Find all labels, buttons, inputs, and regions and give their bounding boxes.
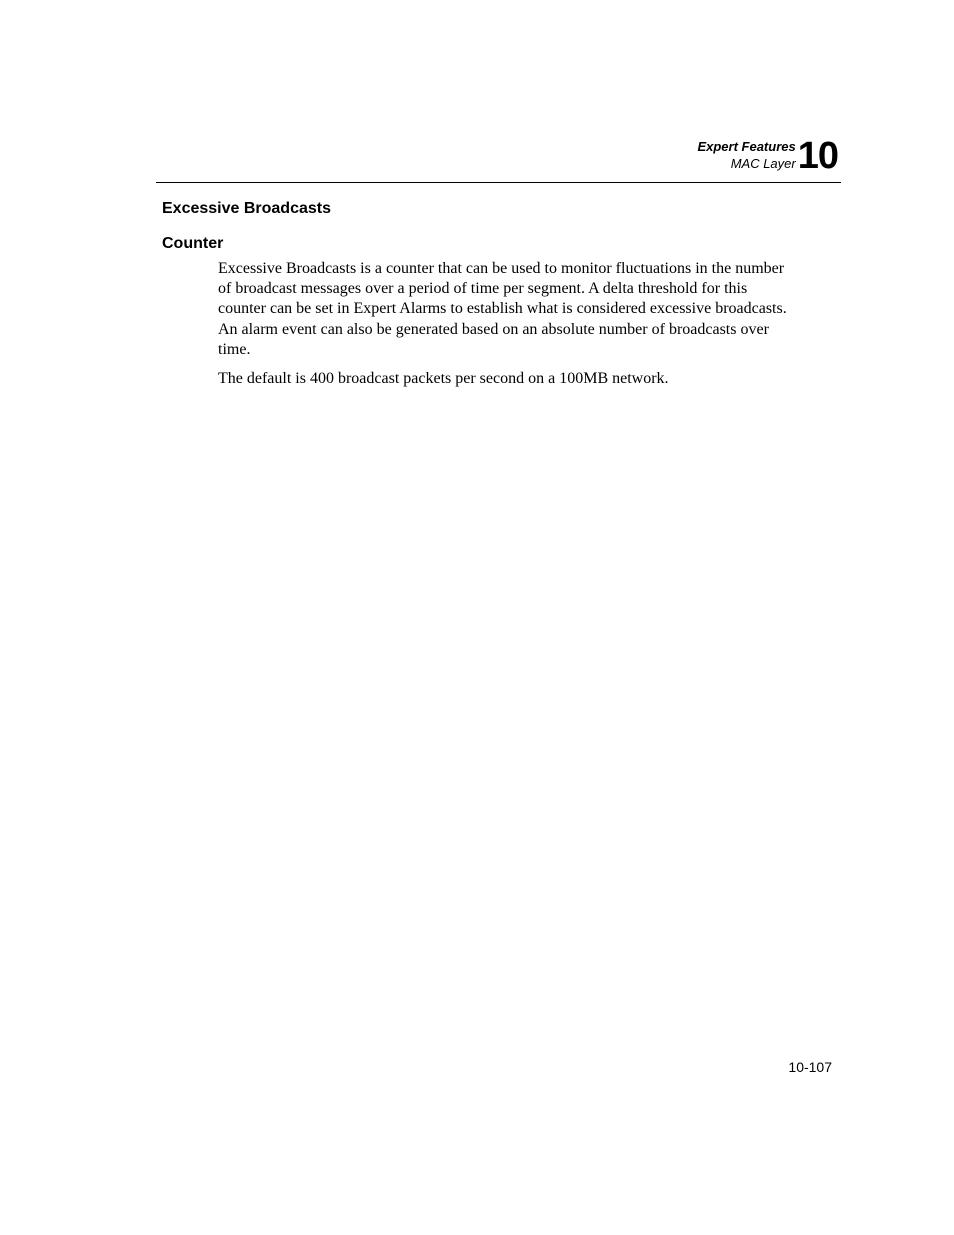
body-text [218, 259, 798, 398]
running-header [697, 135, 838, 177]
body-paragraph: The default is 400 broadcast packets per second on a 100MB network. [218, 370, 669, 388]
header-divider [156, 182, 841, 183]
header-section-title: MAC Layer [730, 156, 796, 171]
section-heading: Excessive Broadcasts [162, 200, 331, 217]
subsection-heading: Counter [162, 235, 224, 252]
body-paragraph: Excessive Broadcasts is a counter that can be used to monitor fluctuations in the number of broadcast messages over a period of time per segment. A delta threshold for this counter can be set in Expert Alarms to establish what is considered excessive broadcasts. An alarm event can also be generated based on an absolute number of broadcasts over time. [218, 260, 787, 358]
header-chapter-title: Expert Features [697, 139, 796, 154]
header-text [697, 138, 795, 173]
page-number: 10-107 [788, 1059, 832, 1075]
chapter-number: 10 [797, 135, 838, 177]
